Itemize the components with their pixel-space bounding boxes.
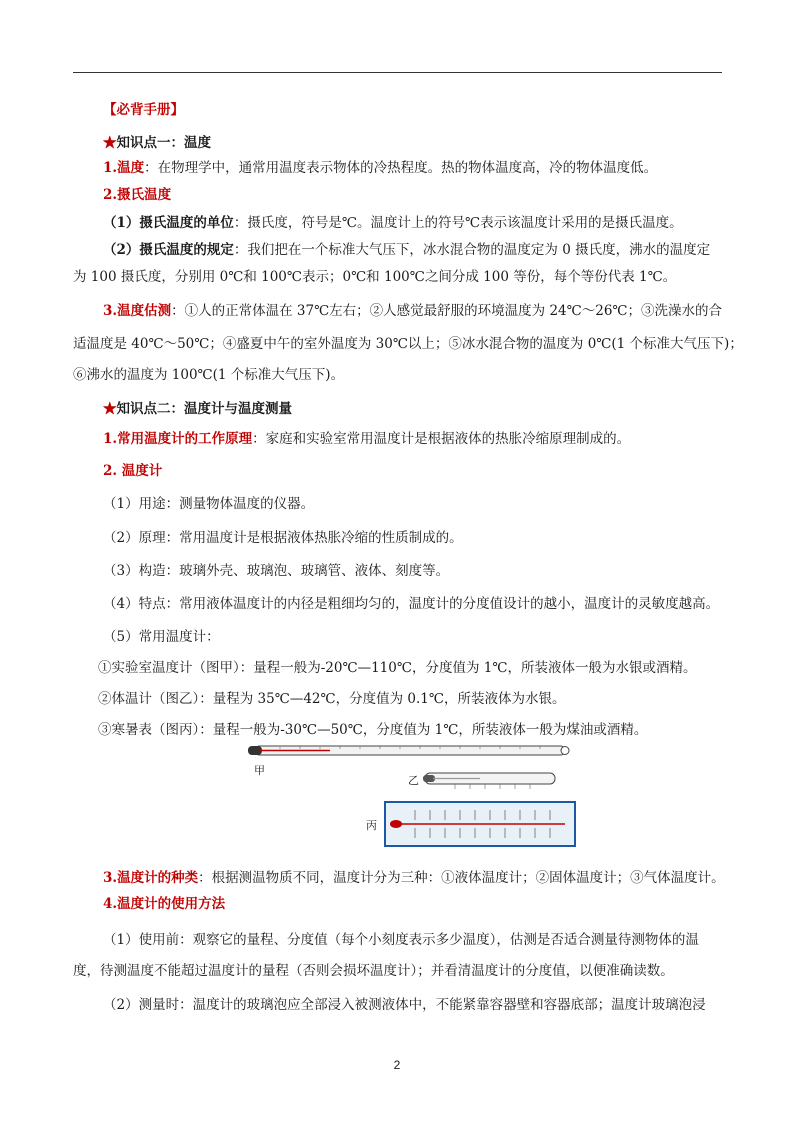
kp1-heading: ★知识点一：温度 <box>103 135 211 151</box>
kp2-item-use: （1）用途：测量物体温度的仪器。 <box>103 496 315 512</box>
kp2-item-common: （5）常用温度计： <box>103 629 220 645</box>
kp2-kinds: 3.温度计的种类：根据测温物质不同，温度计分为三种：①液体温度计；②固体温度计；③气体温度计。 <box>103 870 725 886</box>
lab-thermometer <box>248 746 569 755</box>
kp2-item-feature: （4）特点：常用液体温度计的内径是粗细均匀的，温度计的分度值设计的越小，温度计的灵敏度越高。 <box>103 596 720 612</box>
kp2-type-lab: ①实验室温度计（图甲）：量程一般为-20℃—110℃，分度值为 1℃，所装液体一般为水银或酒精。 <box>98 660 697 676</box>
kp2-usage-during: （2）测量时：温度计的玻璃泡应全部浸入被测液体中，不能紧靠容器壁和容器底部；温度计玻璃泡浸 <box>103 997 706 1013</box>
kp2-usage-before-cont: 度，待测温度不能超过温度计的量程（否则会损坏温度计）；并看清温度计的分度值，以便准确读数。 <box>73 963 674 979</box>
page-number: 2 <box>393 1058 401 1072</box>
star-icon: ★ <box>103 135 117 151</box>
kp2-heading: ★知识点二：温度计与温度测量 <box>103 401 292 417</box>
fig-label-bing: 丙 <box>366 820 377 832</box>
kp2-principle: 1.常用温度计的工作原理：家庭和实验室常用温度计是根据液体的热胀冷缩原理制成的。 <box>103 431 631 447</box>
kp2-item-structure: （3）构造：玻璃外壳、玻璃泡、玻璃管、液体、刻度等。 <box>103 563 450 579</box>
kp1-celsius-heading: 2.摄氏温度 <box>103 187 172 203</box>
kp1-celsius-rule-cont: 为 100 摄氏度，分别用 0℃和 100℃表示；0℃和 100℃之间分成 100 等份，每个等份代表 1℃。 <box>73 269 677 285</box>
header-rule <box>73 72 722 73</box>
star-icon: ★ <box>103 401 117 417</box>
kp1-estimation: 3.温度估测：①人的正常体温在 37℃左右；②人感觉最舒服的环境温度为 24℃～26℃；③洗澡水的合 <box>103 303 723 319</box>
kp1-celsius-unit: （1）摄氏温度的单位：摄氏度，符号是℃。温度计上的符号℃表示该温度计采用的是摄氏温度。 <box>103 215 683 231</box>
section-tag: 【必背手册】 <box>103 102 184 118</box>
thermometer-figure <box>240 740 580 850</box>
kp1-estimation-cont2: ⑥沸水的温度为 100℃(1 个标准大气压下)。 <box>73 367 345 383</box>
weather-thermometer <box>385 802 575 846</box>
fig-label-yi: 乙 <box>408 775 419 787</box>
kp2-usage-heading: 4.温度计的使用方法 <box>103 896 226 912</box>
kp2-type-clinical: ②体温计（图乙）：量程为 35℃—42℃，分度值为 0.1℃，所装液体为水银。 <box>98 691 566 707</box>
kp2-thermometer-heading: 2. 温度计 <box>103 463 163 479</box>
kp2-usage-before: （1）使用前：观察它的量程、分度值（每个小刻度表示多少温度），估测是否适合测量待测物体的温 <box>103 932 699 948</box>
fig-label-jia: 甲 <box>254 765 265 777</box>
kp2-type-weather: ③寒暑表（图丙）：量程一般为-30℃—50℃，分度值为 1℃，所装液体一般为煤油或酒精。 <box>98 722 648 738</box>
clinical-thermometer <box>423 773 555 789</box>
kp1-celsius-rule: （2）摄氏温度的规定：我们把在一个标准大气压下，冰水混合物的温度定为 0 摄氏度，沸水的温度定 <box>103 242 711 258</box>
kp1-line-temperature: 1.温度：在物理学中，通常用温度表示物体的冷热程度。热的物体温度高，冷的物体温度低。 <box>103 160 658 176</box>
kp2-item-principle: （2）原理：常用温度计是根据液体热胀冷缩的性质制成的。 <box>103 530 463 546</box>
kp1-estimation-cont1: 适温度是 40℃～50℃；④盛夏中午的室外温度为 30℃以上；⑤冰水混合物的温度为 0℃(1 个标准大气压下)； <box>73 336 743 352</box>
thermometer-illustration <box>240 740 580 850</box>
